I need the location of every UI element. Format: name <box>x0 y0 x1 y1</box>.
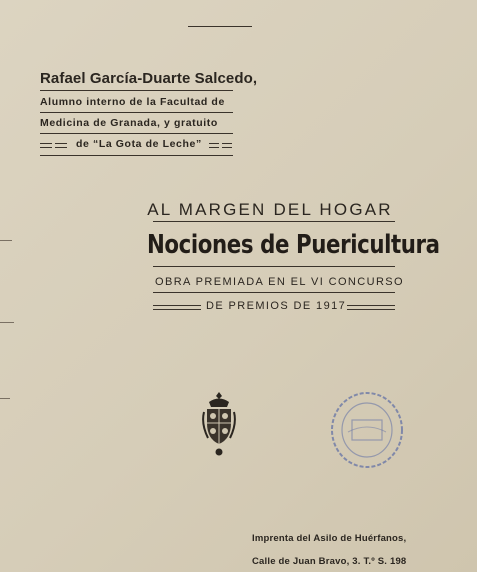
margin-mark <box>0 322 14 323</box>
imprint-line-1: Imprenta del Asilo de Huérfanos, <box>252 533 407 544</box>
margin-mark <box>0 240 12 241</box>
double-dash-ornament <box>222 143 232 148</box>
affiliation-rule-3 <box>40 155 233 156</box>
award-line-2: DE PREMIOS DE 1917 <box>206 300 347 312</box>
book-title-rule <box>153 266 395 267</box>
library-stamp-icon <box>328 390 406 470</box>
affiliation-line-1: Alumno interno de la Facultad de <box>40 96 225 108</box>
top-ornament-rule <box>188 26 252 27</box>
award-right-double-rule <box>347 305 395 310</box>
award-line-1: OBRA PREMIADA EN EL VI CONCURSO <box>155 276 404 288</box>
affiliation-rule-2 <box>40 133 233 134</box>
title-overline-rule <box>153 221 395 222</box>
award-left-double-rule <box>153 305 201 310</box>
margin-mark <box>0 398 10 399</box>
imprint-line-2: Calle de Juan Bravo, 3. T.º S. 198 <box>252 556 407 567</box>
award-rule <box>153 292 395 293</box>
affiliation-line-3-row <box>40 138 233 152</box>
double-dash-ornament <box>40 143 52 148</box>
coat-of-arms-icon <box>200 390 238 458</box>
author-name: Rafael García-Duarte Salcedo, <box>40 70 258 87</box>
affiliation-line-3: de “La Gota de Leche” <box>76 138 202 150</box>
double-dash-ornament <box>55 143 67 148</box>
author-rule <box>40 90 233 91</box>
affiliation-line-2: Medicina de Granada, y gratuito <box>40 117 218 129</box>
affiliation-rule-1 <box>40 112 233 113</box>
book-title: Nociones de Puericultura <box>147 230 440 260</box>
title-overline: AL MARGEN DEL HOGAR <box>147 200 393 219</box>
double-dash-ornament <box>209 143 219 148</box>
